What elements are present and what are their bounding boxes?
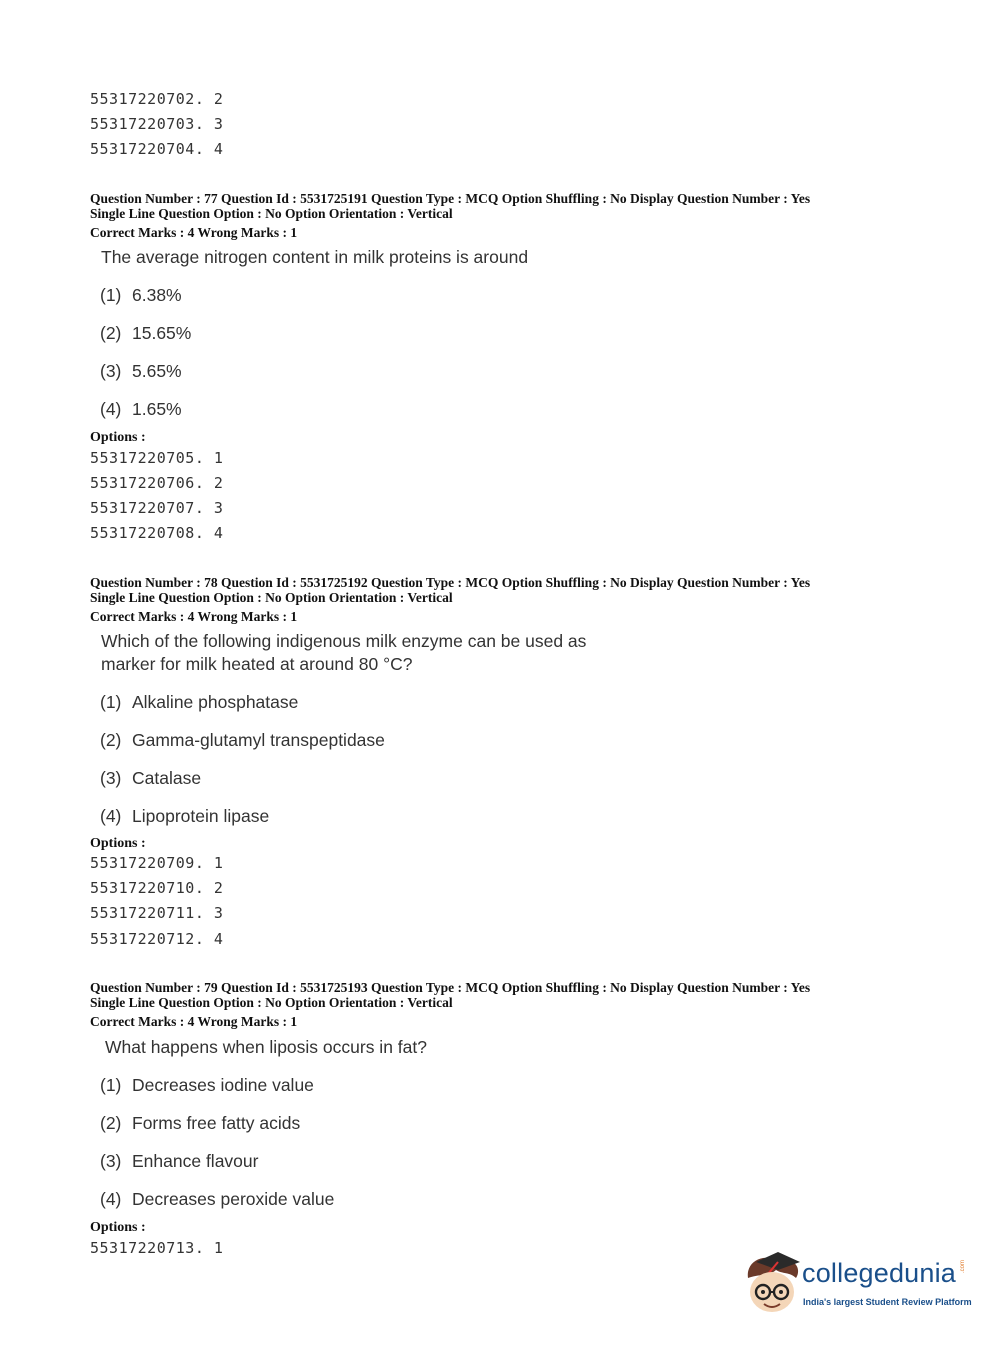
option-text: Lipoprotein lipase xyxy=(132,806,270,826)
logo-tagline: India's largest Student Review Platform xyxy=(803,1297,972,1307)
option-text: 15.65% xyxy=(132,323,192,343)
option-number: (2) xyxy=(100,730,122,750)
question-meta-line-2: Single Line Question Option : No Option Orientation : Vertical xyxy=(90,206,453,221)
answer-option xyxy=(100,1113,300,1134)
option-id: 55317220706. 2 xyxy=(90,474,224,492)
options-label: Options : xyxy=(90,836,146,851)
option-text: Enhance flavour xyxy=(132,1151,259,1171)
question-text: marker for milk heated at around 80 °C? xyxy=(101,654,413,674)
option-text: 5.65% xyxy=(132,361,182,381)
option-text: 1.65% xyxy=(132,399,182,419)
answer-option xyxy=(100,806,269,827)
option-text: Decreases peroxide value xyxy=(132,1189,335,1209)
question-meta-line-1: Question Number : 79 Question Id : 5531725193 Question Type : MCQ Option Shuffling : No Display Question Number : Yes xyxy=(90,980,811,995)
option-id: 55317220710. 2 xyxy=(90,879,224,897)
option-number: (1) xyxy=(100,1075,122,1095)
answer-option xyxy=(100,285,182,306)
option-text: Alkaline phosphatase xyxy=(132,692,299,712)
answer-option xyxy=(100,730,385,751)
option-text: Catalase xyxy=(132,768,202,788)
answer-option xyxy=(100,399,182,420)
question-marks: Correct Marks : 4 Wrong Marks : 1 xyxy=(90,225,298,240)
mascot-icon xyxy=(742,1250,802,1316)
question-text: What happens when liposis occurs in fat? xyxy=(105,1037,427,1057)
option-number: (2) xyxy=(100,323,122,343)
option-number: (1) xyxy=(100,692,122,712)
option-id: 55317220708. 4 xyxy=(90,524,224,542)
option-number: (4) xyxy=(100,806,122,826)
logo-wordmark: collegedunia xyxy=(802,1258,957,1288)
option-id: 55317220709. 1 xyxy=(90,854,224,872)
question-meta-line-2: Single Line Question Option : No Option Orientation : Vertical xyxy=(90,995,453,1010)
question-meta-line-2: Single Line Question Option : No Option Orientation : Vertical xyxy=(90,590,453,605)
question-meta-line-1: Question Number : 77 Question Id : 5531725191 Question Type : MCQ Option Shuffling : No Display Question Number : Yes xyxy=(90,191,811,206)
option-id: 55317220712. 4 xyxy=(90,930,224,948)
option-id: 55317220707. 3 xyxy=(90,499,224,517)
answer-option xyxy=(100,768,201,789)
option-text: Decreases iodine value xyxy=(132,1075,314,1095)
answer-option xyxy=(100,692,298,713)
answer-option xyxy=(100,1075,314,1096)
option-id: 55317220703. 3 xyxy=(90,115,224,133)
logo-com-suffix: .com xyxy=(960,1260,966,1274)
option-number: (2) xyxy=(100,1113,122,1133)
option-text: 6.38% xyxy=(132,285,182,305)
question-marks: Correct Marks : 4 Wrong Marks : 1 xyxy=(90,609,298,624)
option-number: (3) xyxy=(100,768,122,788)
option-id: 55317220702. 2 xyxy=(90,90,224,108)
collegedunia-logo xyxy=(742,1250,972,1318)
option-number: (4) xyxy=(100,1189,122,1209)
answer-option xyxy=(100,361,182,382)
option-id: 55317220713. 1 xyxy=(90,1239,224,1257)
options-label: Options : xyxy=(90,430,146,445)
option-id: 55317220704. 4 xyxy=(90,140,224,158)
answer-option xyxy=(100,1151,258,1172)
answer-option xyxy=(100,1189,334,1210)
question-text: Which of the following indigenous milk enzyme can be used as xyxy=(101,631,587,651)
question-text: The average nitrogen content in milk proteins is around xyxy=(101,247,529,267)
option-number: (1) xyxy=(100,285,122,305)
option-number: (4) xyxy=(100,399,122,419)
option-number: (3) xyxy=(100,1151,122,1171)
option-text: Gamma-glutamyl transpeptidase xyxy=(132,730,385,750)
option-id: 55317220705. 1 xyxy=(90,449,224,467)
question-marks: Correct Marks : 4 Wrong Marks : 1 xyxy=(90,1014,298,1029)
options-label: Options : xyxy=(90,1220,146,1235)
option-text: Forms free fatty acids xyxy=(132,1113,301,1133)
option-id: 55317220711. 3 xyxy=(90,904,224,922)
question-meta-line-1: Question Number : 78 Question Id : 5531725192 Question Type : MCQ Option Shuffling : No Display Question Number : Yes xyxy=(90,575,811,590)
option-number: (3) xyxy=(100,361,122,381)
answer-option xyxy=(100,323,191,344)
